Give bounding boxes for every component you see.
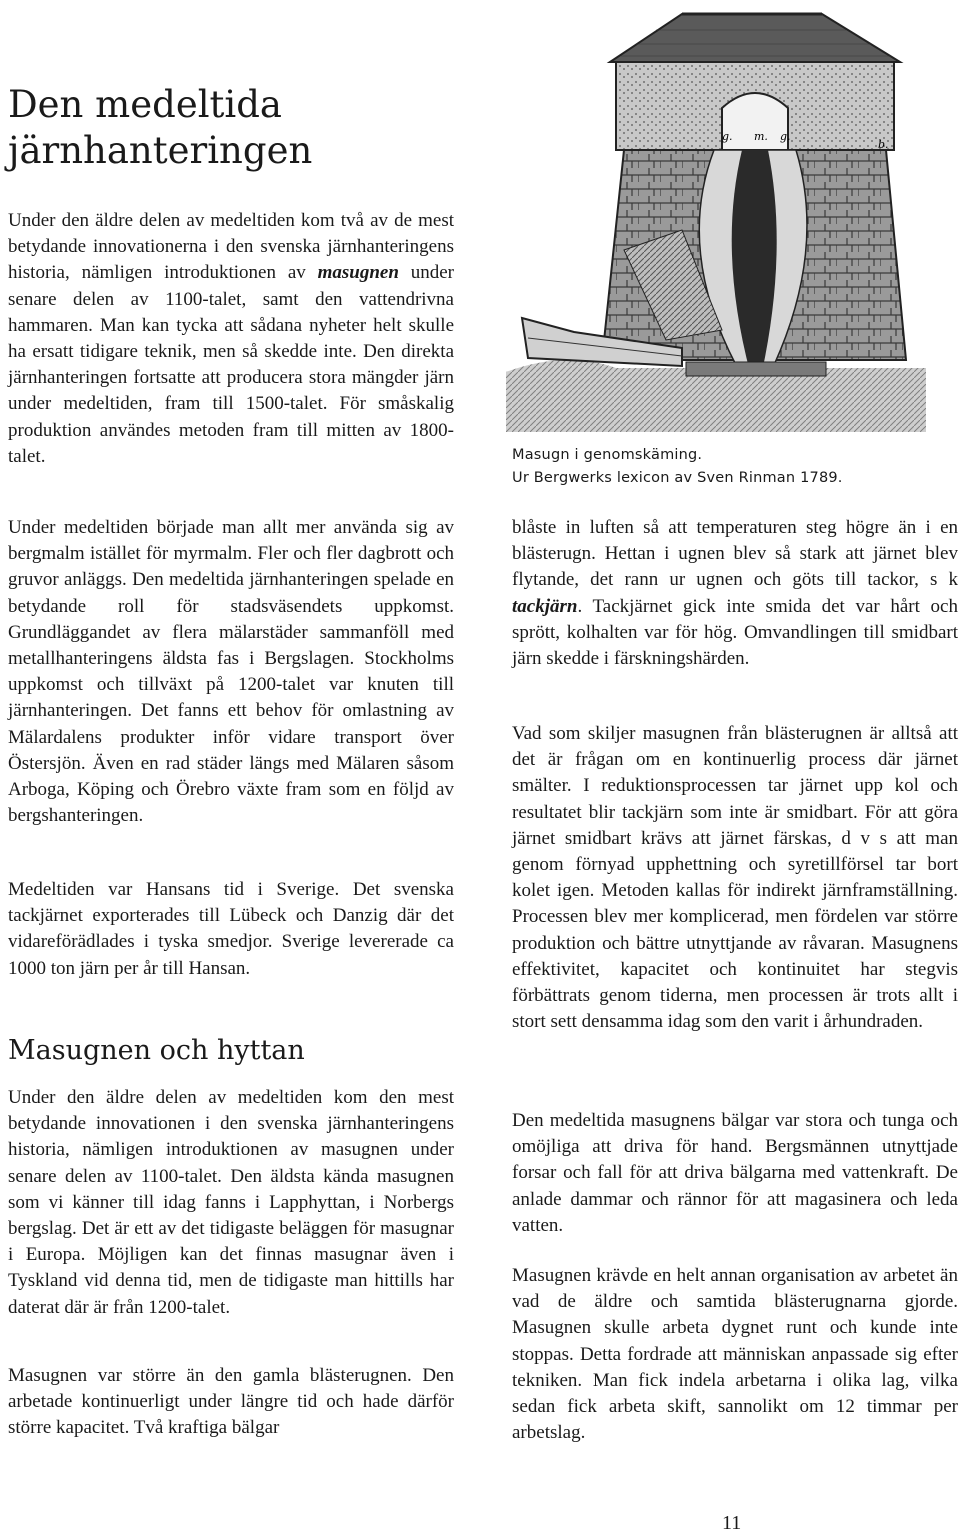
paragraph-skillnad: Vad som skiljer masugnen från blästerugnen är alltså att det är frågan om en kontinuerlig process där järnet smälter. I reduktionsprocessen tar järnet upp kol och resultatet blir tackjärn som inte är smidbart. För att göra järnet smidbart krävs att järnet färskas, d v s att man genom förnyad upphettning och syretillförsel tar bort kolet igen. Metoden kallas för indirekt järnframställning. Processen blev mer komplicerad, men fördelen var större produktion och bättre utnyttjande av råvaran. Masugnens effektivitet, kapacitet och kontinuitet har stegvis förbättrats genom tiderna, men processen är trots allt i stort sett densamma idag som den varit i århundraden. xyxy=(512,723,958,1033)
furnace-illustration xyxy=(506,0,926,432)
title-line-1: Den medeltida xyxy=(8,83,282,126)
paragraph-bergmalm: Under medeltiden började man allt mer använda sig av bergmalm istället för myrmalm. Fler och fler dagbrott och gruvor anläggs. Den medeltida järnhanteringen spelade en betydande roll för stadsväsendets uppkomst. Grundläggandet av flera mälarstäder sammanföll med metallhanteringens äldsta fas i Bergslagen. Stockholms uppkomst och tillväxt på 1200-talet var knuten till järnhanteringen. Det fanns ett behov för omlastning av Mälardalens produkter inför vidare transport över Östersjön. Även en rad städer längs med Mälaren såsom Arboga, Köping och Örebro växte fram som en följd av bergshanteringen. xyxy=(8,517,454,827)
paragraph-intro: Under den äldre delen av medeltiden kom två av de mest betydande innovationerna i den svenska järnhanteringens historia, nämligen introduktionen av masugnen under senare delen av 1100-talet, samt den vattendrivna hammaren. Man kan tycka att sådana nyheter helt skulle ha ersatt tidigare teknik, men så skedde inte. Den direkta järnhanteringen fortsatte att producera stora mängder järn under medeltiden, fram till 1500-talet. För småskalig produktion användes metoden fram till mitten av 1800-talet. xyxy=(8,210,454,467)
page-number: 11 xyxy=(722,1512,742,1534)
furnace-roof xyxy=(610,14,900,62)
figure-caption xyxy=(512,444,932,490)
paragraph-organisation: Masugnen krävde en helt annan organisation av arbetet än vad de äldre och samtida blästerugnarna gjorde. Masugnen skulle arbeta dygnet runt och kunde inte stoppas. Detta fordrade att människan anpassade sig efter tekniken. Man fick indela arbetarna i olika lag, vilka sedan fick arbeta skift, sannolikt om 12 timmar per arbetslag. xyxy=(512,1265,958,1444)
title-line-2: järnhanteringen xyxy=(8,129,313,173)
caption-line-2: Ur Bergwerks lexicon av Sven Rinman 1789. xyxy=(512,470,843,486)
page-title xyxy=(8,82,468,175)
label-b: b. xyxy=(878,138,889,151)
emphasis-masugnen: masugnen xyxy=(317,262,399,284)
paragraph-masugnen-intro: Under den äldre delen av medeltiden kom den mest betydande innovationen i den svenska järnhanteringens historia, nämligen introduktionen av masugnen under senare delen av 1100-talet. Den äldsta kända masugnen som vi känner till idag fanns i Lapphyttan, i Norbergs bergslag. Det är ett av det tidigaste beläggen för masugnar i Europa. Möjligen kan det finnas masugnar även i Tyskland vid denna tid, men de tidigaste man hittills har daterat där är från 1200-talet. xyxy=(8,1087,454,1318)
emphasis-tackjarn: tackjärn xyxy=(512,595,578,617)
paragraph-balgar: Den medeltida masugnens bälgar var stora och tunga och omöjliga att driva för hand. Bergsmännen utnyttjade forsar och fall för att driva bälgarna med vattenkraft. De anlade dammar och rännor för att magasinera och leda vatten. xyxy=(512,1110,958,1236)
paragraph-masugnen-storre: Masugnen var större än den gamla blästerugnen. Den arbetade kontinuerligt under längre tid och hade därför större kapacitet. Två kraftiga bälgar xyxy=(8,1365,454,1439)
caption-line-1: Masugn i genomskäming. xyxy=(512,447,703,463)
paragraph-hansan: Medeltiden var Hansans tid i Sverige. Det svenska tackjärnet exporterades till Lübeck och Danzig där det vidareförädlades i tyska smedjor. Sverige levererade ca 1000 ton järn per år till Hansan. xyxy=(8,879,454,979)
label-g-right: g. xyxy=(780,130,791,143)
section-heading: Masugnen och hyttan xyxy=(8,1035,305,1066)
paragraph-blaste: blåste in luften så att temperaturen steg högre än i en blästerugn. Hettan i ugnen blev så stark att järnet blev flytande, det rann ur ugnen och göts till tackor, s k tackjärn. Tackjärnet gick inte smida det var hårt och sprött, kolhalten var för hög. Omvandlingen till smidbart järn skedde i färskningshärden. xyxy=(512,517,958,670)
label-m: m. xyxy=(754,130,768,143)
label-g-left: g. xyxy=(722,130,733,143)
